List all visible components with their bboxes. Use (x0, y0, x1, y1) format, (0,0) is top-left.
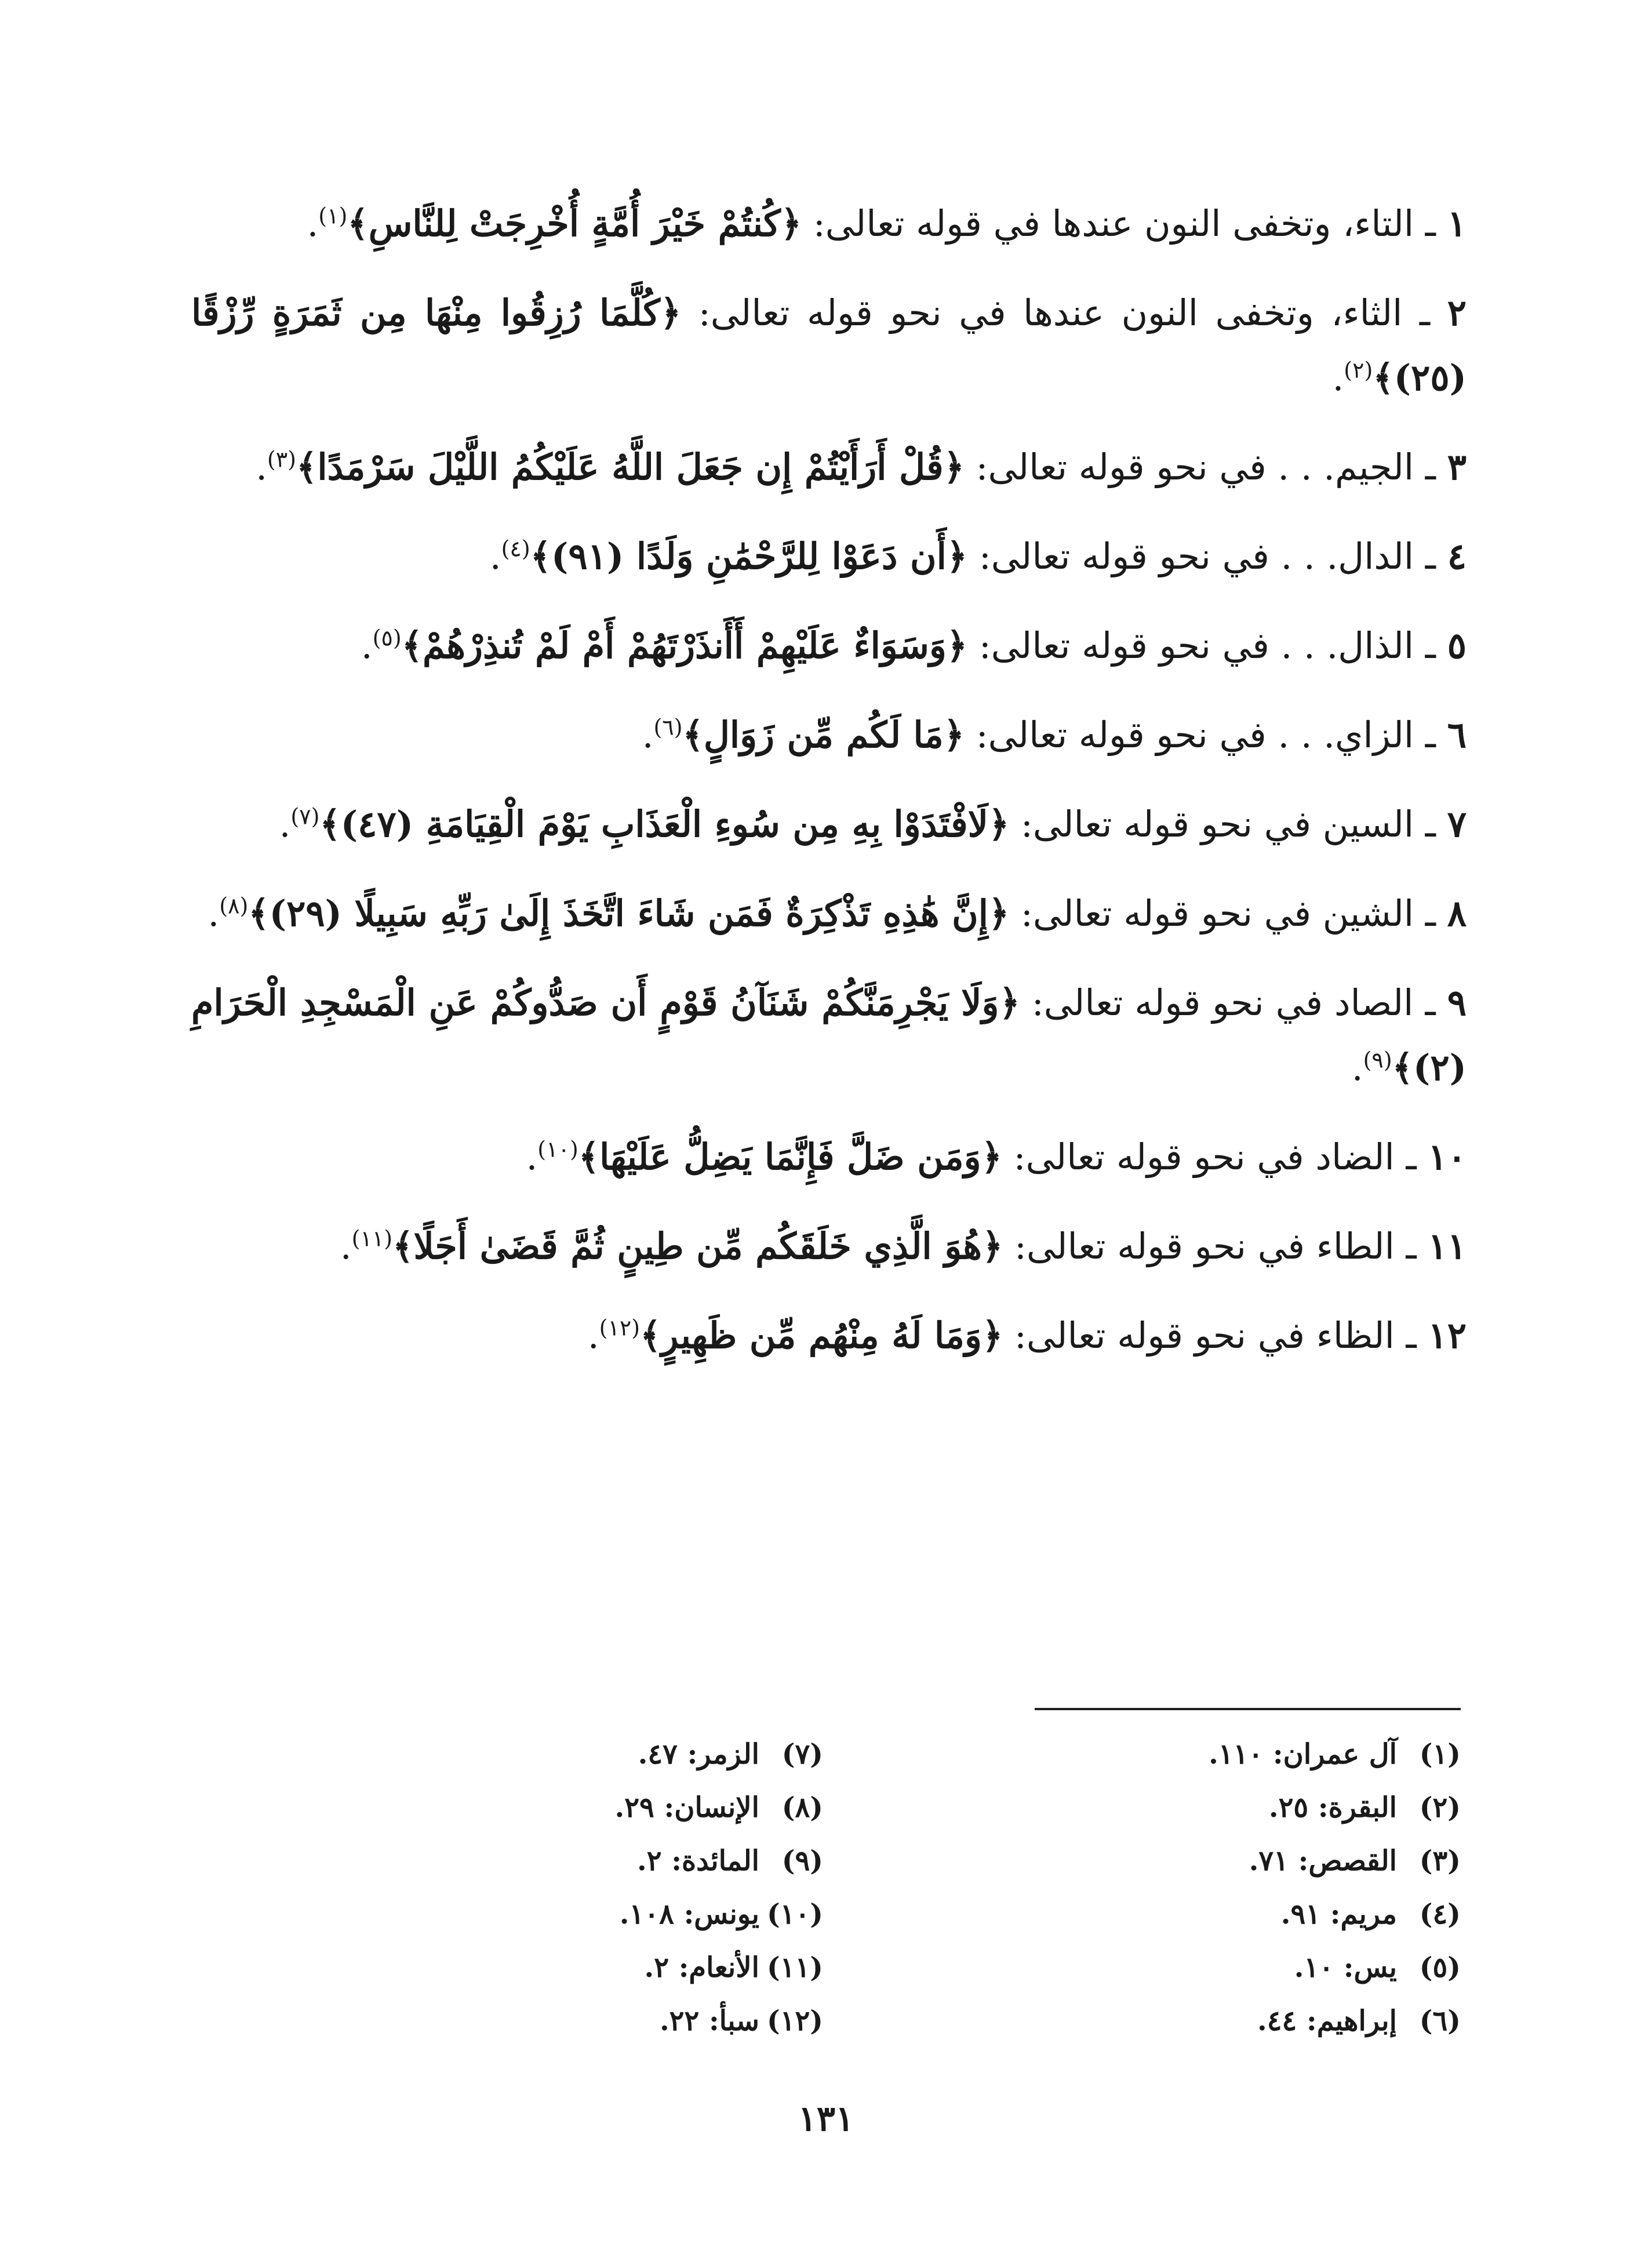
footnote-number: (١٠) (767, 1898, 823, 1931)
footnotes (185, 1728, 1461, 2048)
footnote-text: الأنعام: ٢. (644, 1951, 759, 1984)
footnote (185, 1888, 823, 1941)
footnote-ref: (١٢) (599, 1315, 641, 1341)
footnote (823, 1994, 1461, 2048)
footnote-number: (٩) (781, 1845, 823, 1877)
footnote-number: (٣) (1419, 1845, 1461, 1877)
footnote-text: الزمر: ٤٧. (638, 1738, 759, 1771)
quran-verse: ﴿مَا لَكُم مِّن زَوَالٍ﴾ (682, 714, 965, 756)
footnote-text: يس: ١٠. (1294, 1951, 1397, 1984)
item-label: ـ التاء، وتخفى النون عندها في قوله تعالى: (813, 202, 1436, 245)
footnote-text: سبأ: ٢٢. (659, 2005, 759, 2037)
item-number: ٤ (1447, 535, 1467, 577)
quran-verse: ﴿قُلْ أَرَأَيْتُمْ إِن جَعَلَ اللَّهُ عَلَيْكُمُ اللَّيْلَ سَرْمَدًا﴾ (296, 446, 965, 488)
item-label: ـ الثاء، وتخفى النون عندها في نحو قوله تعالى: (698, 292, 1431, 334)
item-label: ـ الزاي. . . في نحو قوله تعالى: (976, 714, 1436, 756)
page-number: ١٣١ (798, 2099, 854, 2139)
footnote-separator (1035, 1708, 1461, 1710)
footnote (185, 1728, 823, 1781)
footnote-text: إبراهيم: ٤٤. (1257, 2005, 1397, 2037)
footnote-number: (٧) (781, 1738, 823, 1771)
footnote-number: (١١) (767, 1951, 823, 1984)
item-label: ـ الظاء في نحو قوله تعالى: (1014, 1314, 1417, 1357)
footnote-number: (٤) (1419, 1898, 1461, 1931)
list-item: ٥ ـ الذال. . . في نحو قوله تعالى: ﴿وَسَوَاءٌ عَلَيْهِمْ أَأَنذَرْتَهُمْ أَمْ لَمْ تُنذِرْهُمْ﴾$^{(٥)}$. (361, 624, 1467, 667)
footnotes-column-left (185, 1728, 823, 2048)
footnote-ref: (٩) (1363, 1047, 1392, 1073)
footnote-ref: (٥) (372, 625, 402, 651)
item-number: ١١ (1428, 1225, 1467, 1267)
footnote-ref: (١) (318, 203, 348, 229)
footnote (185, 1994, 823, 2048)
footnote-text: البقرة: ٢٥. (1268, 1791, 1397, 1824)
item-label: ـ السين في نحو قوله تعالى: (1021, 803, 1436, 845)
item-label: ـ الصاد في نحو قوله تعالى: (1031, 981, 1436, 1024)
footnote-text: مريم: ٩١. (1280, 1898, 1397, 1931)
item-label: ـ الطاء في نحو قوله تعالى: (1014, 1225, 1417, 1267)
footnote-text: يونس: ١٠٨. (619, 1898, 759, 1931)
list-item: ٣ ـ الجيم. . . في نحو قوله تعالى: ﴿قُلْ أَرَأَيْتُمْ إِن جَعَلَ اللَّهُ عَلَيْكُمُ اللَّيْلَ سَرْمَدًا﴾$^{(٣)}$. (256, 446, 1467, 488)
list-item: ٧ ـ السين في نحو قوله تعالى: ﴿لَافْتَدَوْا بِهِ مِن سُوءِ الْعَذَابِ يَوْمَ الْقِيَامَةِ (٤٧)﴾$^{(٧)}$. (279, 803, 1467, 845)
item-number: ٥ (1447, 624, 1467, 667)
item-number: ٣ (1447, 446, 1467, 488)
footnote (185, 1781, 823, 1834)
footnote-number: (٢) (1419, 1791, 1461, 1824)
item-label: ـ الجيم. . . في نحو قوله تعالى: (976, 446, 1436, 488)
footnote-number: (١٢) (767, 2005, 823, 2037)
list-item: ٩ ـ الصاد في نحو قوله تعالى: ﴿وَلَا يَجْرِمَنَّكُمْ شَنَآنُ قَوْمٍ أَن صَدُّوكُمْ عَنِ الْمَسْجِدِ الْحَرَامِ (٢)﴾$^{(٩)}$. (191, 981, 1467, 1089)
footnote-number: (٨) (781, 1791, 823, 1824)
quran-verse: ﴿هُوَ الَّذِي خَلَقَكُم مِّن طِينٍ ثُمَّ قَضَىٰ أَجَلًا﴾ (392, 1225, 1003, 1267)
item-label: ـ الذال. . . في نحو قوله تعالى: (978, 624, 1436, 667)
list-item: ١٢ ـ الظاء في نحو قوله تعالى: ﴿وَمَا لَهُ مِنْهُم مِّن ظَهِيرٍ﴾$^{(١٢)}$. (587, 1314, 1467, 1357)
quran-verse: ﴿وَسَوَاءٌ عَلَيْهِمْ أَأَنذَرْتَهُمْ أَمْ لَمْ تُنذِرْهُمْ﴾ (401, 624, 968, 667)
quran-verse: ﴿وَلَا يَجْرِمَنَّكُمْ شَنَآنُ قَوْمٍ أَن صَدُّوكُمْ عَنِ الْمَسْجِدِ الْحَرَامِ (٢)﴾ (191, 981, 1467, 1089)
footnote (823, 1834, 1461, 1888)
footnote-text: القصص: ٧١. (1249, 1845, 1397, 1877)
list-item: ١ ـ التاء، وتخفى النون عندها في قوله تعالى: ﴿كُنتُمْ خَيْرَ أُمَّةٍ أُخْرِجَتْ لِلنَّاسِ﴾$^{(١)}$. (307, 202, 1467, 245)
main-text (191, 191, 1467, 1393)
list-item: ٦ ـ الزاي. . . في نحو قوله تعالى: ﴿مَا لَكُم مِّن زَوَالٍ﴾$^{(٦)}$. (642, 714, 1467, 756)
item-number: ٢ (1447, 292, 1467, 334)
item-label: ـ الضاد في نحو قوله تعالى: (1013, 1136, 1417, 1178)
item-number: ٨ (1447, 892, 1467, 935)
list-item: ٤ ـ الدال. . . في نحو قوله تعالى: ﴿أَن دَعَوْا لِلرَّحْمَٰنِ وَلَدًا (٩١)﴾$^{(٤)}$. (489, 535, 1467, 577)
footnote-number: (٦) (1419, 2005, 1461, 2037)
footnote-number: (٥) (1419, 1951, 1461, 1984)
footnote (823, 1728, 1461, 1781)
footnote (823, 1781, 1461, 1834)
item-number: ٦ (1447, 714, 1467, 756)
item-number: ١٠ (1428, 1136, 1467, 1178)
item-number: ١ (1447, 202, 1467, 245)
footnote-ref: (٢) (1344, 357, 1373, 383)
footnote (185, 1834, 823, 1888)
quran-verse: ﴿وَمَن ضَلَّ فَإِنَّمَا يَضِلُّ عَلَيْهَا﴾ (578, 1136, 1002, 1178)
footnote-ref: (١١) (351, 1226, 393, 1252)
footnote-ref: (٨) (219, 893, 249, 919)
footnote-text: الإنسان: ٢٩. (614, 1791, 759, 1824)
footnote-ref: (٤) (501, 536, 530, 562)
list-item: ٢ ـ الثاء، وتخفى النون عندها في نحو قوله تعالى: ﴿كُلَّمَا رُزِقُوا مِنْهَا مِن ثَمَرَةٍ رِّزْقًا (٢٥)﴾$^{(٢)}$. (191, 292, 1467, 399)
footnote-ref: (٧) (290, 804, 320, 830)
footnote-text: المائدة: ٢. (637, 1845, 759, 1877)
footnote (185, 1941, 823, 1994)
footnote-ref: (٣) (267, 446, 296, 472)
footnote-ref: (١٠) (537, 1136, 578, 1162)
footnotes-column-right (823, 1728, 1461, 2048)
item-number: ١٢ (1428, 1314, 1467, 1357)
item-label: ـ الشين في نحو قوله تعالى: (1021, 892, 1436, 935)
quran-verse: ﴿إِنَّ هَٰذِهِ تَذْكِرَةٌ فَمَن شَاءَ اتَّخَذَ إِلَىٰ رَبِّهِ سَبِيلًا (٢٩)﴾ (248, 892, 1010, 935)
list-item: ١٠ ـ الضاد في نحو قوله تعالى: ﴿وَمَن ضَلَّ فَإِنَّمَا يَضِلُّ عَلَيْهَا﴾$^{(١٠)}$. (526, 1136, 1467, 1178)
quran-verse: ﴿كُنتُمْ خَيْرَ أُمَّةٍ أُخْرِجَتْ لِلنَّاسِ﴾ (347, 202, 802, 245)
list-item: ١١ ـ الطاء في نحو قوله تعالى: ﴿هُوَ الَّذِي خَلَقَكُم مِّن طِينٍ ثُمَّ قَضَىٰ أَجَلًا﴾$^{(١١)}$. (340, 1225, 1467, 1267)
quran-verse: ﴿كُلَّمَا رُزِقُوا مِنْهَا مِن ثَمَرَةٍ رِّزْقًا (٢٥)﴾ (191, 292, 1467, 399)
footnote (823, 1941, 1461, 1994)
footnote (823, 1888, 1461, 1941)
footnote-text: آل عمران: ١١٠. (1209, 1738, 1397, 1771)
item-label: ـ الدال. . . في نحو قوله تعالى: (978, 535, 1436, 577)
footnote-number: (١) (1419, 1738, 1461, 1771)
list-item: ٨ ـ الشين في نحو قوله تعالى: ﴿إِنَّ هَٰذِهِ تَذْكِرَةٌ فَمَن شَاءَ اتَّخَذَ إِلَىٰ رَبِّهِ سَبِيلًا (٢٩)﴾$^{(٨)}$. (208, 892, 1467, 935)
item-number: ٧ (1447, 803, 1467, 845)
quran-verse: ﴿أَن دَعَوْا لِلرَّحْمَٰنِ وَلَدًا (٩١)﴾ (530, 535, 968, 577)
item-number: ٩ (1447, 981, 1467, 1024)
quran-verse: ﴿لَافْتَدَوْا بِهِ مِن سُوءِ الْعَذَابِ يَوْمَ الْقِيَامَةِ (٤٧)﴾ (319, 803, 1010, 845)
quran-verse: ﴿وَمَا لَهُ مِنْهُم مِّن ظَهِيرٍ﴾ (640, 1314, 1003, 1357)
footnote-ref: (٦) (653, 714, 683, 740)
